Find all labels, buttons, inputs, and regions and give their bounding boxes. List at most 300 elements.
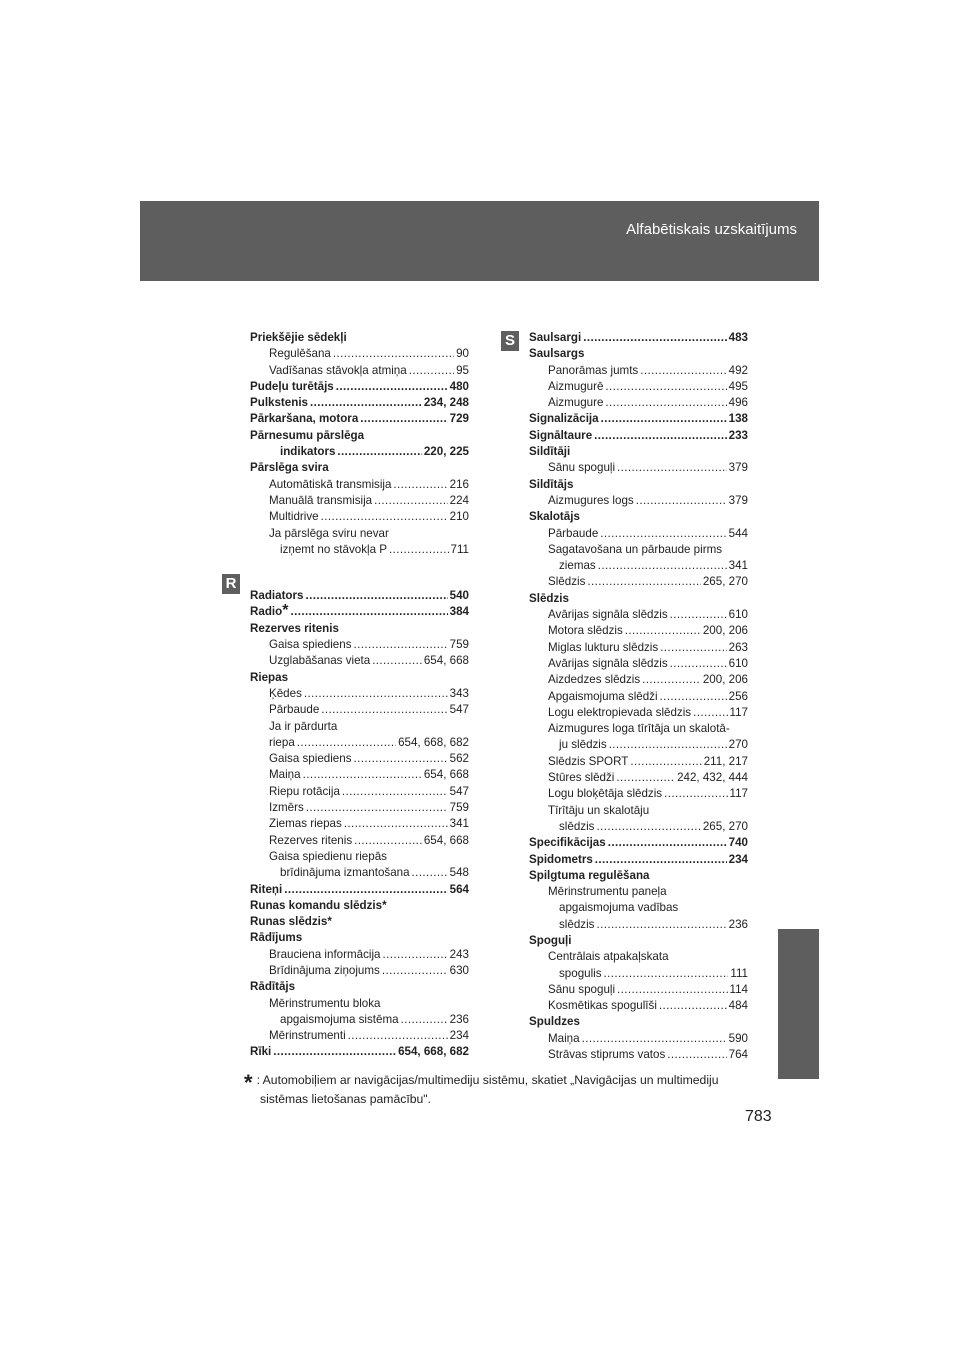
dot-leader [321,703,447,716]
dot-leader [617,461,727,474]
dot-leader [660,641,726,654]
left-index-entry [250,494,469,510]
entry-pages: 764 [728,1048,748,1062]
footnote-marker: * [244,1070,253,1095]
entry-label: Sagatavošana un pārbaude pirms [548,542,723,556]
right-index-entry [529,429,748,445]
right-index-entry [529,722,748,738]
entry-pages: 654, 668, 682 [398,735,469,749]
entry-pages: 243 [449,947,469,961]
left-index-entry [250,915,469,931]
entry-label: Rīki [250,1045,272,1059]
right-index-entry [529,412,748,428]
entry-label: slēdzis [559,819,595,833]
entry-label: Brīdinājuma ziņojums [269,963,380,977]
dot-leader [412,866,448,879]
entry-label: spogulis [559,966,602,980]
right-index-entry [529,804,748,820]
entry-label: Ķēdes [269,686,302,700]
right-index-entry [529,527,748,543]
page-header [140,201,819,281]
entry-pages: 548 [449,866,469,880]
right-index-entry [529,364,748,380]
entry-label: Motora slēdzis [548,624,623,638]
letter-r-marker: R [222,574,240,594]
entry-label: Saulsargi [529,331,582,344]
dot-leader [354,834,422,847]
dot-leader [596,820,700,833]
entry-label: Gaisa spiediens [269,638,352,652]
entry-label: Runas slēdzis* [250,915,332,929]
left-index-entry [250,899,469,915]
entry-label: Radiators [250,589,304,603]
right-index-entry [529,787,748,803]
index-column-left [250,331,469,1062]
entry-pages: 341 [728,559,748,573]
right-index-entry [529,494,748,510]
entry-label: Avārijas signāla slēdzis [548,656,668,670]
right-index-entry [529,380,748,396]
dot-leader [600,527,726,540]
entry-pages: 654, 668 [423,833,469,847]
entry-pages: 114 [729,982,748,996]
footnote-line-2: sistēmas lietošanas pamācību". [260,1092,431,1106]
entry-label: Rādījums [250,931,303,945]
left-index-entry [250,736,469,752]
left-index-entry: Radio * ..... 384 [250,605,469,621]
footnote [244,1072,784,1108]
entry-pages: 216 [449,477,469,491]
entry-label: brīdinājuma izmantošana [280,866,410,880]
entry-label: Radio [250,605,283,619]
entry-label: Specifikācijas [529,836,606,850]
right-index-entry [529,853,748,869]
dot-leader [273,1045,396,1058]
entry-pages: 343 [449,686,469,700]
dot-leader [617,983,727,996]
left-index-entry [250,445,469,461]
right-index-entry [529,820,748,836]
right-index-entry [529,999,748,1015]
dot-leader [659,999,727,1012]
entry-pages: 236 [728,917,748,931]
right-index-entry [529,885,748,901]
entry-label: Avārijas signāla slēdzis [548,608,668,622]
dot-leader [608,836,727,849]
entry-label: Aizdedzes slēdzis [548,673,641,687]
entry-label: Gaisa spiedienu riepās [269,849,387,863]
entry-label: Centrālais atpakaļskata [548,950,669,964]
right-index-entry [529,608,748,624]
entry-label: Manuālā transmisija [269,493,373,507]
entry-label: indikators [280,445,336,459]
entry-label: Automātiskā transmisija [269,477,392,491]
entry-label: Slēdzis [548,575,586,589]
entry-label: apgaismojuma sistēma [280,1012,399,1026]
dot-leader [303,768,422,781]
section-gap [250,559,469,589]
entry-label: Slēdzis [529,591,569,605]
entry-pages: 630 [449,963,469,977]
entry-pages: 562 [449,752,469,766]
dot-leader [354,638,448,651]
entry-pages: 234 [728,852,748,866]
entry-label: Riteņi [250,882,283,896]
entry-label: Logu elektropievada slēdzis [548,705,692,719]
left-index-entry [250,817,469,833]
dot-leader [583,331,726,344]
dot-leader [670,657,727,670]
dot-leader [372,654,422,667]
dot-leader [605,380,726,393]
left-index-entry [250,1029,469,1045]
left-index-entry [250,834,469,850]
entry-pages: 263 [728,640,748,654]
entry-pages: 90 [456,347,469,361]
entry-label: Maiņa [548,1031,580,1045]
entry-label: Pulkstenis [250,396,308,410]
entry-pages: 654, 668, 682 [398,1045,469,1059]
entry-label: Regulēšana [269,347,331,361]
entry-pages: 564 [449,882,469,896]
dot-leader [594,429,727,442]
entry-label: Spidometrs [529,852,593,866]
right-index-entry [529,331,748,347]
dot-leader [336,380,448,393]
entry-label: Sildītāji [529,445,571,459]
dot-leader [389,543,449,556]
dot-leader [310,396,422,409]
entry-label: Pārbaude [269,703,320,717]
right-index-entry [529,967,748,983]
entry-pages: 711 [450,542,469,556]
right-index-entry [529,706,748,722]
entry-label: Rezerves ritenis [250,621,339,635]
right-index-entry [529,657,748,673]
entry-label: Miglas lukturu slēdzis [548,640,659,654]
entry-label: ju slēdzis [559,738,607,752]
entry-label: Rādītājs [250,980,296,994]
dot-leader [670,608,727,621]
left-index-entry [250,1045,469,1061]
entry-pages: 484 [728,999,748,1013]
right-index-entry [529,624,748,640]
entry-pages: 759 [449,638,469,652]
entry-label: Riepu rotācija [269,784,340,798]
entry-label: Ja pārslēga sviru nevar [269,526,389,540]
right-index-entry [529,918,748,934]
left-index-entry [250,638,469,654]
left-index-entry [250,980,469,996]
entry-pages: 236 [449,1012,469,1026]
entry-label: Panorāmas jumts [548,363,639,377]
right-index-entry [529,1032,748,1048]
dot-leader [344,817,448,830]
entry-label: Ja ir pārdurta [269,719,338,733]
entry-pages: 138 [728,412,748,426]
entry-label: apgaismojuma vadības [559,901,679,915]
left-index-entry [250,850,469,866]
right-index-entry [529,983,748,999]
dot-leader [348,1029,448,1042]
entry-pages: 610 [728,656,748,670]
entry-pages: 483 [728,331,748,344]
entry-pages: 740 [728,836,748,850]
entry-label: Aizmugure [548,396,604,410]
entry-label: Aizmugures logs [548,493,634,507]
left-index-entry [250,527,469,543]
entry-label: Logu bloķētāja slēdzis [548,787,663,801]
entry-pages: 379 [728,461,748,475]
right-index-entry [529,559,748,575]
entry-pages: 200, 206 [702,673,748,687]
entry-pages: 341 [449,817,469,831]
footnote-line-1: : Automobiļiem ar navigācijas/multimediju sistēmu, skatiet „Navigācijas un multimediju [256,1073,719,1087]
dot-leader [595,853,727,866]
header-title: Alfabētiskais uzskaitījums [626,221,797,238]
entry-pages: 117 [729,705,748,719]
entry-pages: 759 [449,801,469,815]
left-index-entry [250,412,469,428]
section-side-tab [778,929,819,1079]
dot-leader [609,738,727,751]
dot-leader [342,785,448,798]
left-index-entry [250,380,469,396]
left-index-entry [250,622,469,638]
entry-label: Mērinstrumentu paneļa [548,885,667,899]
entry-label: Brauciena informācija [269,947,381,961]
entry-label: Skalotājs [529,510,580,524]
dot-leader [625,624,701,637]
entry-label: Pudeļu turētājs [250,379,334,393]
dot-leader [354,752,448,765]
right-index-entry [529,690,748,706]
left-index-entry [250,883,469,899]
dot-leader [604,967,729,980]
left-index-entry [250,931,469,947]
entry-pages: 95 [456,363,469,377]
left-index-entry [250,654,469,670]
dot-leader [304,687,448,700]
dot-leader [333,347,454,360]
entry-pages: 265, 270 [702,819,748,833]
entry-pages: 220, 225 [423,445,469,459]
entry-pages: 200, 206 [702,624,748,638]
entry-label: riepa [269,735,295,749]
left-index-entry [250,461,469,477]
right-index-entry [529,461,748,477]
entry-label: Slēdzis SPORT [548,754,629,768]
entry-pages: 111 [730,966,748,980]
dot-leader [598,559,727,572]
right-index-entry [529,543,748,559]
dot-leader [382,964,448,977]
dot-leader [305,589,447,602]
entry-pages: 547 [449,703,469,717]
left-index-entry [250,543,469,559]
dot-leader [337,445,421,458]
dot-leader [660,690,727,703]
entry-label: Pārbaude [548,526,599,540]
dot-leader [667,1048,726,1061]
entry-pages: 210 [449,510,469,524]
entry-label: Priekšējie sēdekļi [250,331,347,344]
entry-label: Stūres slēdži [548,771,615,785]
dot-leader [290,605,447,618]
right-index-entry [529,869,748,885]
left-index-entry [250,964,469,980]
index-column-right [529,331,748,1064]
left-index-entry [250,687,469,703]
entry-label: Sānu spoguļi [548,461,616,475]
left-index-entry [250,768,469,784]
entry-label: Tīrītāju un skalotāju [548,803,650,817]
dot-leader [596,918,726,931]
left-index-entry [250,396,469,412]
entry-label: Pārslēga svira [250,461,329,475]
dot-leader [360,412,447,425]
dot-leader [374,494,448,507]
right-index-entry [529,478,748,494]
entry-label: Ziemas riepas [269,817,342,831]
entry-pages: 495 [728,379,748,393]
dot-leader [601,412,727,425]
dot-leader [605,396,726,409]
right-index-entry [529,1015,748,1031]
entry-pages: 547 [449,784,469,798]
entry-pages: 256 [728,689,748,703]
entry-pages: 379 [728,493,748,507]
entry-label: Gaisa spiediens [269,752,352,766]
entry-pages: 242, 432, 444 [677,771,748,785]
dot-leader [616,771,675,784]
entry-label: Vadīšanas stāvokļa atmiņa [269,363,407,377]
entry-pages: 117 [729,787,748,801]
left-index-entry [250,671,469,687]
entry-label: Spilgtuma regulēšana [529,868,650,882]
entry-label: Aizmugures loga tīrītāja un skalotā- [548,722,730,736]
entry-pages: 233 [728,428,748,442]
entry-label: Spuldzes [529,1015,580,1029]
dot-leader [640,364,726,377]
dot-leader [382,948,447,961]
right-index-entry [529,641,748,657]
right-index-entry [529,934,748,950]
dot-leader [636,494,727,507]
entry-pages: 234, 248 [423,396,469,410]
entry-label: Uzglabāšanas vieta [269,654,371,668]
entry-pages: 610 [728,608,748,622]
dot-leader [642,673,701,686]
dot-leader [401,1013,448,1026]
left-index-entry [250,510,469,526]
entry-pages: 234 [449,1029,469,1043]
right-index-entry [529,901,748,917]
entry-pages: 224 [449,493,469,507]
dot-leader [664,787,727,800]
entry-label: Aizmugurē [548,379,604,393]
right-index-entry [529,575,748,591]
left-index-entry [250,347,469,363]
entry-label: Signāltaure [529,428,593,442]
dot-leader [582,1032,727,1045]
left-index-entry [250,1013,469,1029]
entry-label: Mērinstrumentu bloka [269,996,381,1010]
left-index-entry [250,703,469,719]
entry-label: Strāvas stiprums vatos [548,1048,666,1062]
dot-leader [693,706,727,719]
entry-label: Pārkaršana, motora [250,412,359,426]
right-index-entry [529,445,748,461]
right-index-entry [529,950,748,966]
left-index-entry [250,997,469,1013]
entry-label: Rezerves ritenis [269,833,353,847]
right-index-entry [529,510,748,526]
entry-label: Kosmētikas spogulīši [548,999,657,1013]
entry-pages: 270 [728,738,748,752]
entry-label: Runas komandu slēdzis* [250,898,387,912]
dot-leader [321,510,448,523]
left-index-entry [250,866,469,882]
left-index-entry [250,801,469,817]
entry-pages: 590 [728,1031,748,1045]
right-index-entry [529,673,748,689]
right-index-entry [529,738,748,754]
entry-pages: 211, 217 [703,754,748,768]
page-number: 783 [745,1108,772,1125]
entry-pages: 540 [449,589,469,603]
entry-pages: 654, 668 [423,654,469,668]
left-index-entry [250,785,469,801]
right-index-entry [529,396,748,412]
left-index-entry [250,331,469,347]
entry-label: Maiņa [269,768,301,782]
dot-leader [393,478,447,491]
entry-label: Sānu spoguļi [548,982,616,996]
entry-pages: 496 [728,396,748,410]
entry-label: Multidrive [269,510,319,524]
right-index-entry [529,347,748,363]
left-index-entry [250,720,469,736]
entry-label: Pārnesumu pārslēga [250,428,365,442]
dot-leader [284,883,447,896]
entry-label: Riepas [250,670,289,684]
dot-leader [409,364,454,377]
entry-pages: 384 [449,605,469,619]
dot-leader [297,736,396,749]
entry-label: Sildītājs [529,477,574,491]
entry-pages: 480 [449,379,469,393]
left-index-entry [250,478,469,494]
right-index-entry [529,771,748,787]
entry-pages: 729 [449,412,469,426]
left-index-entry [250,948,469,964]
entry-label: Izmērs [269,801,304,815]
entry-label: Saulsargs [529,347,585,361]
entry-pages: 492 [728,363,748,377]
entry-pages: 544 [728,526,748,540]
letter-s-marker: S [501,331,519,351]
left-index-entry [250,429,469,445]
entry-label: Spoguļi [529,933,572,947]
dot-leader [306,801,448,814]
left-index-entry [250,364,469,380]
entry-label: Apgaismojuma slēdži [548,689,658,703]
right-index-entry [529,836,748,852]
entry-label: izņemt no stāvokļa P [280,542,387,556]
left-index-entry [250,752,469,768]
right-index-entry [529,755,748,771]
